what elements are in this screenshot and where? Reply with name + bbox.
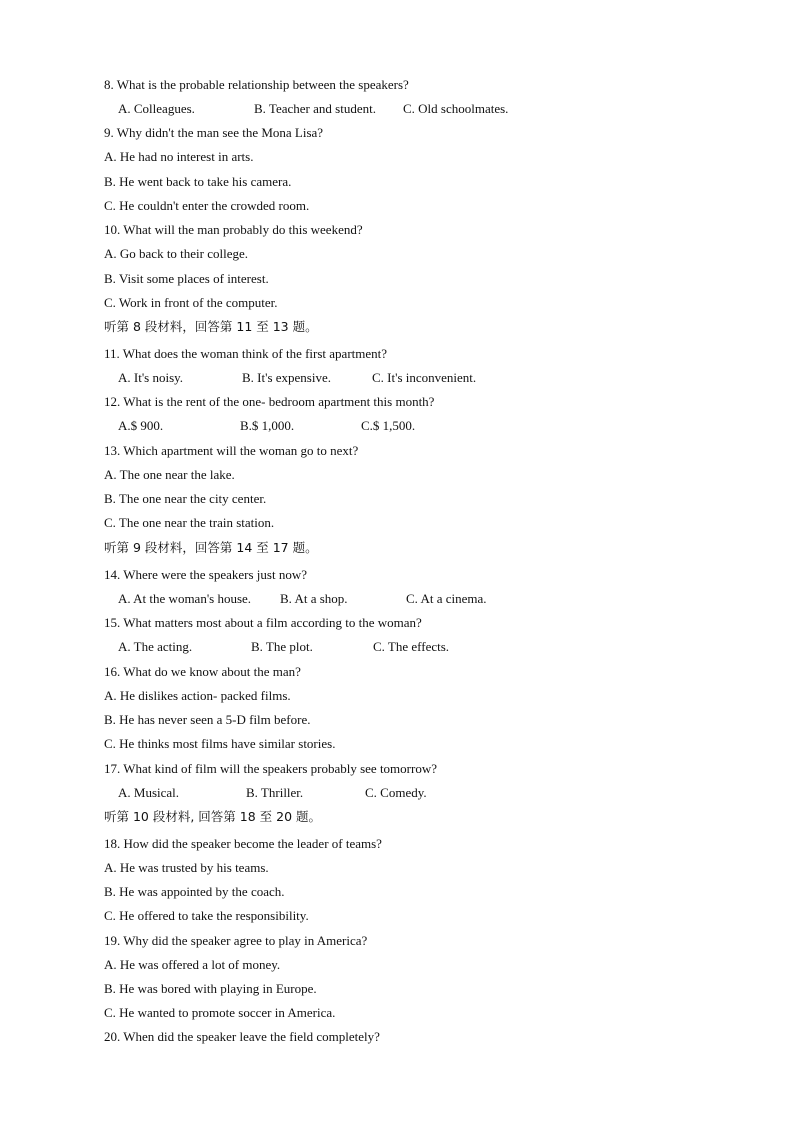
question-16-option-c: C. He thinks most films have similar stories. xyxy=(104,736,336,751)
question-9-option-c: C. He couldn't enter the crowded room. xyxy=(104,198,310,213)
section-9-instruction: 听第 9 段材料，回答第 14 至 17 题。 xyxy=(104,540,318,555)
question-12: 12. What is the rent of the one- bedroom apartment this month? xyxy=(104,394,435,409)
question-8-option-c: C. Old schoolmates. xyxy=(403,101,509,116)
question-12-option-a: A.$ 900. xyxy=(118,418,164,433)
question-10: 10. What will the man probably do this weekend? xyxy=(104,222,363,237)
question-11-option-b: B. It's expensive. xyxy=(242,370,331,385)
section-8-instruction: 听第 8 段材料，回答第 11 至 13 题。 xyxy=(104,319,318,334)
question-13-option-b: B. The one near the city center. xyxy=(104,491,267,506)
question-9-option-a: A. He had no interest in arts. xyxy=(104,149,254,164)
question-18: 18. How did the speaker become the leader of teams? xyxy=(104,836,382,851)
question-14-option-c: C. At a cinema. xyxy=(406,591,487,606)
question-19-option-a: A. He was offered a lot of money. xyxy=(104,957,281,972)
question-8: 8. What is the probable relationship between the speakers? xyxy=(104,77,409,92)
question-17: 17. What kind of film will the speakers probably see tomorrow? xyxy=(104,761,437,776)
question-15-option-b: B. The plot. xyxy=(251,639,313,654)
question-18-option-c: C. He offered to take the responsibility. xyxy=(104,908,309,923)
question-15: 15. What matters most about a film according to the woman? xyxy=(104,615,422,630)
question-17-option-a: A. Musical. xyxy=(118,785,180,800)
question-20: 20. When did the speaker leave the field completely? xyxy=(104,1029,380,1044)
question-13-option-c: C. The one near the train station. xyxy=(104,515,275,530)
question-18-option-a: A. He was trusted by his teams. xyxy=(104,860,269,875)
question-10-option-a: A. Go back to their college. xyxy=(104,246,249,261)
question-10-option-c: C. Work in front of the computer. xyxy=(104,295,278,310)
question-12-option-c: C.$ 1,500. xyxy=(361,418,416,433)
question-13: 13. Which apartment will the woman go to next? xyxy=(104,443,359,458)
question-14-option-b: B. At a shop. xyxy=(280,591,348,606)
section-10-instruction: 听第 10 段材料, 回答第 18 至 20 题。 xyxy=(104,809,322,824)
question-16-option-a: A. He dislikes action- packed films. xyxy=(104,688,291,703)
question-11: 11. What does the woman think of the first apartment? xyxy=(104,346,388,361)
question-17-option-c: C. Comedy. xyxy=(365,785,427,800)
question-18-option-b: B. He was appointed by the coach. xyxy=(104,884,285,899)
question-8-option-b: B. Teacher and student. xyxy=(254,101,376,116)
question-19: 19. Why did the speaker agree to play in America? xyxy=(104,933,368,948)
question-15-option-a: A. The acting. xyxy=(118,639,193,654)
question-10-option-b: B. Visit some places of interest. xyxy=(104,271,269,286)
question-13-option-a: A. The one near the lake. xyxy=(104,467,235,482)
question-19-option-c: C. He wanted to promote soccer in America. xyxy=(104,1005,336,1020)
question-11-option-a: A. It's noisy. xyxy=(118,370,184,385)
question-8-option-a: A. Colleagues. xyxy=(118,101,195,116)
question-19-option-b: B. He was bored with playing in Europe. xyxy=(104,981,317,996)
question-12-option-b: B.$ 1,000. xyxy=(240,418,295,433)
question-14-option-a: A. At the woman's house. xyxy=(118,591,252,606)
question-14: 14. Where were the speakers just now? xyxy=(104,567,307,582)
question-17-option-b: B. Thriller. xyxy=(246,785,304,800)
question-11-option-c: C. It's inconvenient. xyxy=(372,370,477,385)
question-9: 9. Why didn't the man see the Mona Lisa? xyxy=(104,125,324,140)
question-16-option-b: B. He has never seen a 5-D film before. xyxy=(104,712,311,727)
question-9-option-b: B. He went back to take his camera. xyxy=(104,174,292,189)
question-15-option-c: C. The effects. xyxy=(373,639,450,654)
question-16: 16. What do we know about the man? xyxy=(104,664,301,679)
